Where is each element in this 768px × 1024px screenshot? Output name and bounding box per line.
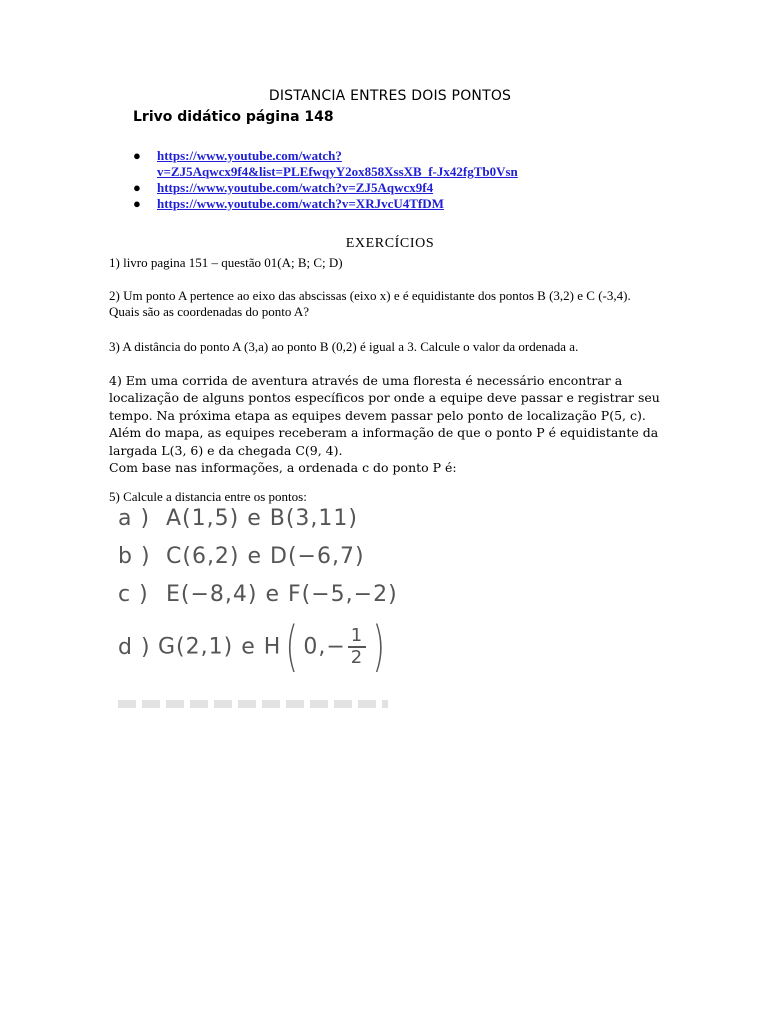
list-item <box>133 196 587 212</box>
item-a: a ) A(1,5) e B(3,11) <box>118 506 358 531</box>
bullet-icon: ● <box>133 148 141 163</box>
point-pairs-image <box>118 506 398 684</box>
item-d: d ) G(2,1) e H( 0,− $\frac{1}{2}$ ) <box>118 615 386 678</box>
bullet-icon: ● <box>133 196 141 211</box>
open-paren: ( <box>285 615 299 678</box>
item-b: b ) C(6,2) e D(−6,7) <box>118 544 365 569</box>
question-2: 2) Um ponto A pertence ao eixo das abscissas (eixo x) e é equidistante dos pontos B (3,2) e C (-3,4). Quais são as coordenadas do ponto A? <box>109 288 631 319</box>
question-1: 1) livro pagina 151 – questão 01(A; B; C; D) <box>109 255 343 270</box>
fraction: $\frac{1}{2}$ <box>348 626 366 668</box>
list-item <box>133 148 587 180</box>
document-title: DISTANCIA ENTRES DOIS PONTOS <box>268 88 512 104</box>
question-5: 5) Calcule a distancia entre os pontos: <box>109 489 307 504</box>
video-link-3[interactable]: https://www.youtube.com/watch?v=XRJvcU4TfDM <box>157 196 444 211</box>
close-paren: ) <box>372 615 386 678</box>
item-c: c ) E(−8,4) e F(−5,−2) <box>118 582 398 607</box>
cropped-text-remnant <box>118 700 388 708</box>
exercises-heading: EXERCÍCIOS <box>345 236 435 251</box>
video-link-1[interactable]: https://www.youtube.com/watch? v=ZJ5Aqwcx9f4&list=PLEfwqyY2ox858XssXB_f-Jx42fgTb0Vsn <box>157 148 518 179</box>
video-link-2[interactable]: https://www.youtube.com/watch?v=ZJ5Aqwcx9f4 <box>157 180 434 195</box>
bullet-icon: ● <box>133 180 141 195</box>
video-links-list <box>133 148 587 212</box>
document-subtitle: Lrivo didático página 148 <box>133 109 334 125</box>
question-3: 3) A distância do ponto A (3,a) ao ponto B (0,2) é igual a 3. Calcule o valor da ordenada a. <box>109 339 579 354</box>
question-4: 4) Em uma corrida de aventura através de uma floresta é necessário encontrar a localização de alguns pontos específicos por onde a equipe deve passar e registrar seu tempo. Na próxima etapa as equipes devem passar pelo ponto de localização P(5, c). Além do mapa, as equipes receberam a informação de que o ponto P é equidistante da largada L(3, 6) e da chegada C(9, 4). Com base nas informações, a ordenada c do ponto P é: <box>109 373 660 476</box>
list-item <box>133 180 587 196</box>
